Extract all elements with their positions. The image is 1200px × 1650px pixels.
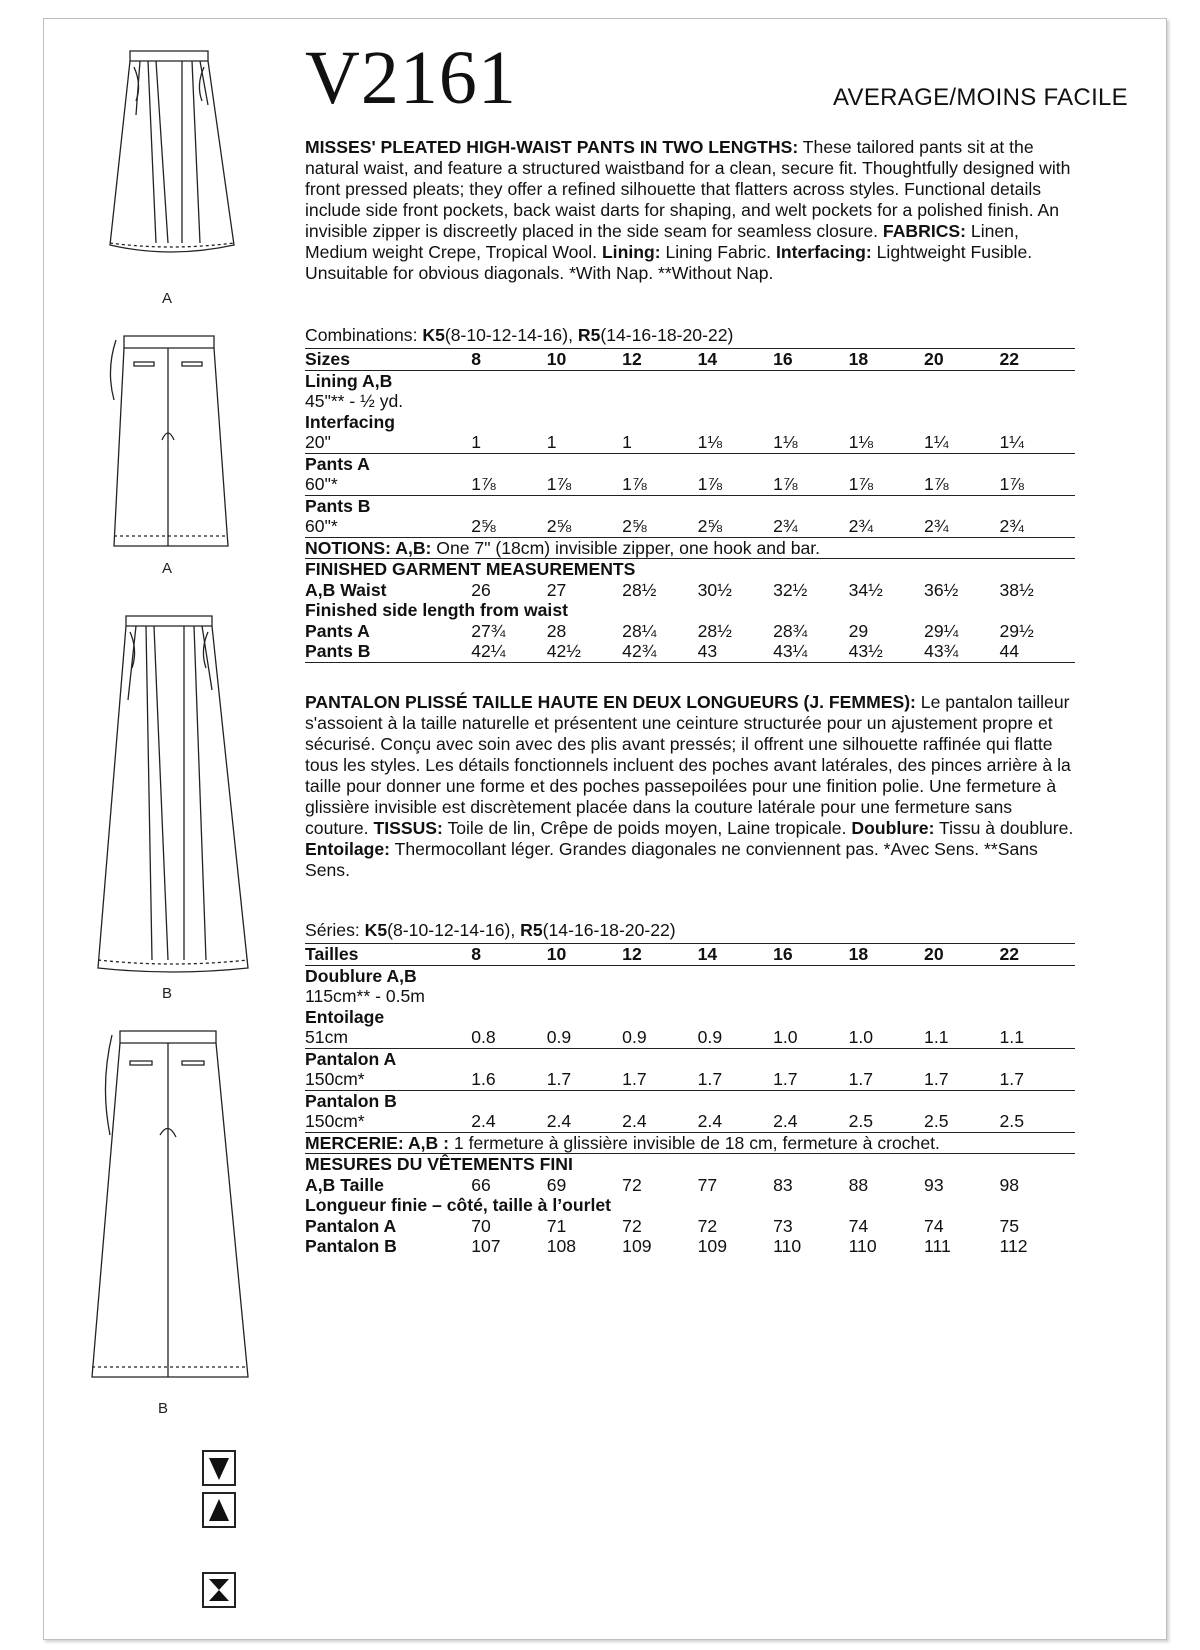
french-description: PANTALON PLISSÉ TAILLE HAUTE EN DEUX LONGUEURS (J. FEMMES): Le pantalon tailleur s'assoient à la taille naturelle et présentent une ceinture structurée pour un ajustement propre et sécurisé. Conçu avec soin avec des plis avant pressés; il offrent une silhouette raffinée qui flatte tous les styles. Les détails fonctionnels incluent des poches avant latérales, des pinces arrière à la taille pour donner une forme et des poches passepoilées pour une finition polie. Une fermeture à glissière invisible est discrètement placée dans la couture latérale pour une fermeture sans couture. TISSUS: Toile de lin, Crêpe de poids moyen, Laine tropicale. Doublure: Tissu à doublure. Entoilage: Thermocollant léger. Grandes diagonales ne conviennent pas. *Avec Sens. **Sans Sens. [305, 692, 1074, 880]
up-triangle-icon [202, 1492, 236, 1528]
longueur-title: Longueur finie – côté, taille à l’ourlet [305, 1195, 611, 1215]
finished-measurements-title: FINISHED GARMENT MEASUREMENTS [305, 559, 1075, 580]
sketch-label-b2: B [158, 1400, 169, 1417]
sizes-row: Sizes 8 10 12 14 16 18 20 22 [305, 349, 1075, 371]
entoilage-row: Entoilage [305, 1006, 385, 1027]
length-a-row: Pants A 27¾ 28 28¼ 28½ 28¾ 29 29¼ 29½ [305, 620, 1034, 641]
sketch-label-b1: B [162, 985, 173, 1002]
fr-length-b-row: Pantalon B 107 108 109 109 110 110 111 112 [305, 1236, 1028, 1256]
waist-row: A,B Waist 26 27 28½ 30½ 32½ 34½ 36½ 38½ [305, 579, 1034, 600]
pants-a-back-sketch [96, 330, 246, 560]
mesures-title: MESURES DU VÊTEMENTS FINI [305, 1154, 1075, 1175]
sketch-label-a1: A [162, 290, 173, 307]
french-title: PANTALON PLISSÉ TAILLE HAUTE EN DEUX LONGUEURS (J. FEMMES): [305, 692, 916, 712]
notions-row: NOTIONS: A,B: One 7" (18cm) invisible zipper, one hook and bar. [305, 537, 1075, 559]
doublure-row: Doublure A,B [305, 965, 1075, 986]
mercerie-row: MERCERIE: A,B : 1 fermeture à glissière invisible de 18 cm, fermeture à crochet. [305, 1132, 1075, 1154]
length-b-row: Pants B 42¼ 42½ 42¾ 43 43¼ 43½ 43¾ 44 [305, 641, 1020, 661]
sketch-label-a2: A [162, 560, 173, 577]
french-yardage-table: Tailles 8 10 12 14 16 18 20 22 Doublure A,B 115cm** - 0.5m Entoilage 51cm 0.8 0.9 0.9 0.9 1.0 1.0 1.1 1.1 Pantalon A 150cm* 1.6 1.7 1.7 1.7 1.7 1.7 1.7 1.7 Pantalon B 150cm* 2.4 2.4 2.4 2.4 2.4 2.5 2.5 2.5 MERCERIE: A,B : 1 fermeture à glissière invisible de 18 cm, fermeture à crochet. MESURES DU VÊTEMENTS FINI A,B Taille 66 69 72 77 83 88 93 98 Longueur finie – côté, taille à l’ourlet Pantalon A 70 71 72 72 73 74 74 75 Pantalon B 107 108 109 109 110 110 111 112 [305, 943, 1075, 1257]
pants-a-row: Pants A [305, 453, 1075, 474]
french-series: Séries: K5(8-10-12-14-16), R5(14-16-18-20-22) [305, 920, 676, 940]
pantalon-a-row: Pantalon A [305, 1048, 1075, 1069]
english-title: MISSES' PLEATED HIGH-WAIST PANTS IN TWO LENGTHS: [305, 137, 799, 157]
lining-row: Lining A,B [305, 370, 1075, 391]
pantalon-b-row: Pantalon B [305, 1090, 1075, 1111]
pattern-code: V2161 [305, 36, 517, 120]
english-combinations: Combinations: K5(8-10-12-14-16), R5(14-16-18-20-22) [305, 325, 734, 345]
english-description: MISSES' PLEATED HIGH-WAIST PANTS IN TWO LENGTHS: These tailored pants sit at the natural waist, and feature a structured waistband for a clean, secure fit. Thoughtfully designed with front pressed pleats; they offer a refined silhouette that flatters across styles. Functional details include side front pockets, back waist darts for shaping, and welt pockets for a polished finish. An invisible zipper is discreetly placed in the side seam for seamless closure. FABRICS: Linen, Medium weight Crepe, Tropical Wool. Lining: Lining Fabric. Interfacing: Lightweight Fusible. Unsuitable for obvious diagonals. *With Nap. **Without Nap. [305, 137, 1071, 283]
fr-length-a-row: Pantalon A 70 71 72 72 73 74 74 75 [305, 1215, 1020, 1236]
pants-b-front-sketch [88, 610, 258, 980]
pants-b-back-sketch [86, 1025, 256, 1385]
tailles-row: Tailles 8 10 12 14 16 18 20 22 [305, 944, 1075, 966]
pants-a-front-sketch [96, 45, 246, 285]
pants-b-row: Pants B [305, 495, 1075, 516]
difficulty-level: AVERAGE/MOINS FACILE [833, 84, 1128, 111]
interfacing-row: Interfacing [305, 411, 395, 432]
taille-row: A,B Taille 66 69 72 77 83 88 93 98 [305, 1174, 1020, 1195]
hourglass-icon [202, 1572, 236, 1608]
down-triangle-icon [202, 1450, 236, 1486]
english-yardage-table: Sizes 8 10 12 14 16 18 20 22 Lining A,B 45"** - ½ yd. Interfacing 20" 1 1 1 1⅛ 1⅛ 1⅛ 1¼ 1¼ Pants A 60"* 1⅞ 1⅞ 1⅞ 1⅞ 1⅞ 1⅞ 1⅞ 1⅞ Pants B 60"* 2⅝ 2⅝ 2⅝ 2⅝ 2¾ 2¾ 2¾ 2¾ NOTIONS: A,B: One 7" (18cm) invisible zipper, one hook and bar. FINISHED GARMENT MEASUREMENTS A,B Waist 26 27 28½ 30½ 32½ 34½ 36½ 38½ Finished side length from waist Pants A 27¾ 28 28¼ 28½ 28¾ 29 29¼ 29½ Pants B 42¼ 42½ 42¾ 43 43¼ 43½ 43¾ 44 [305, 348, 1075, 663]
side-length-title: Finished side length from waist [305, 600, 568, 620]
